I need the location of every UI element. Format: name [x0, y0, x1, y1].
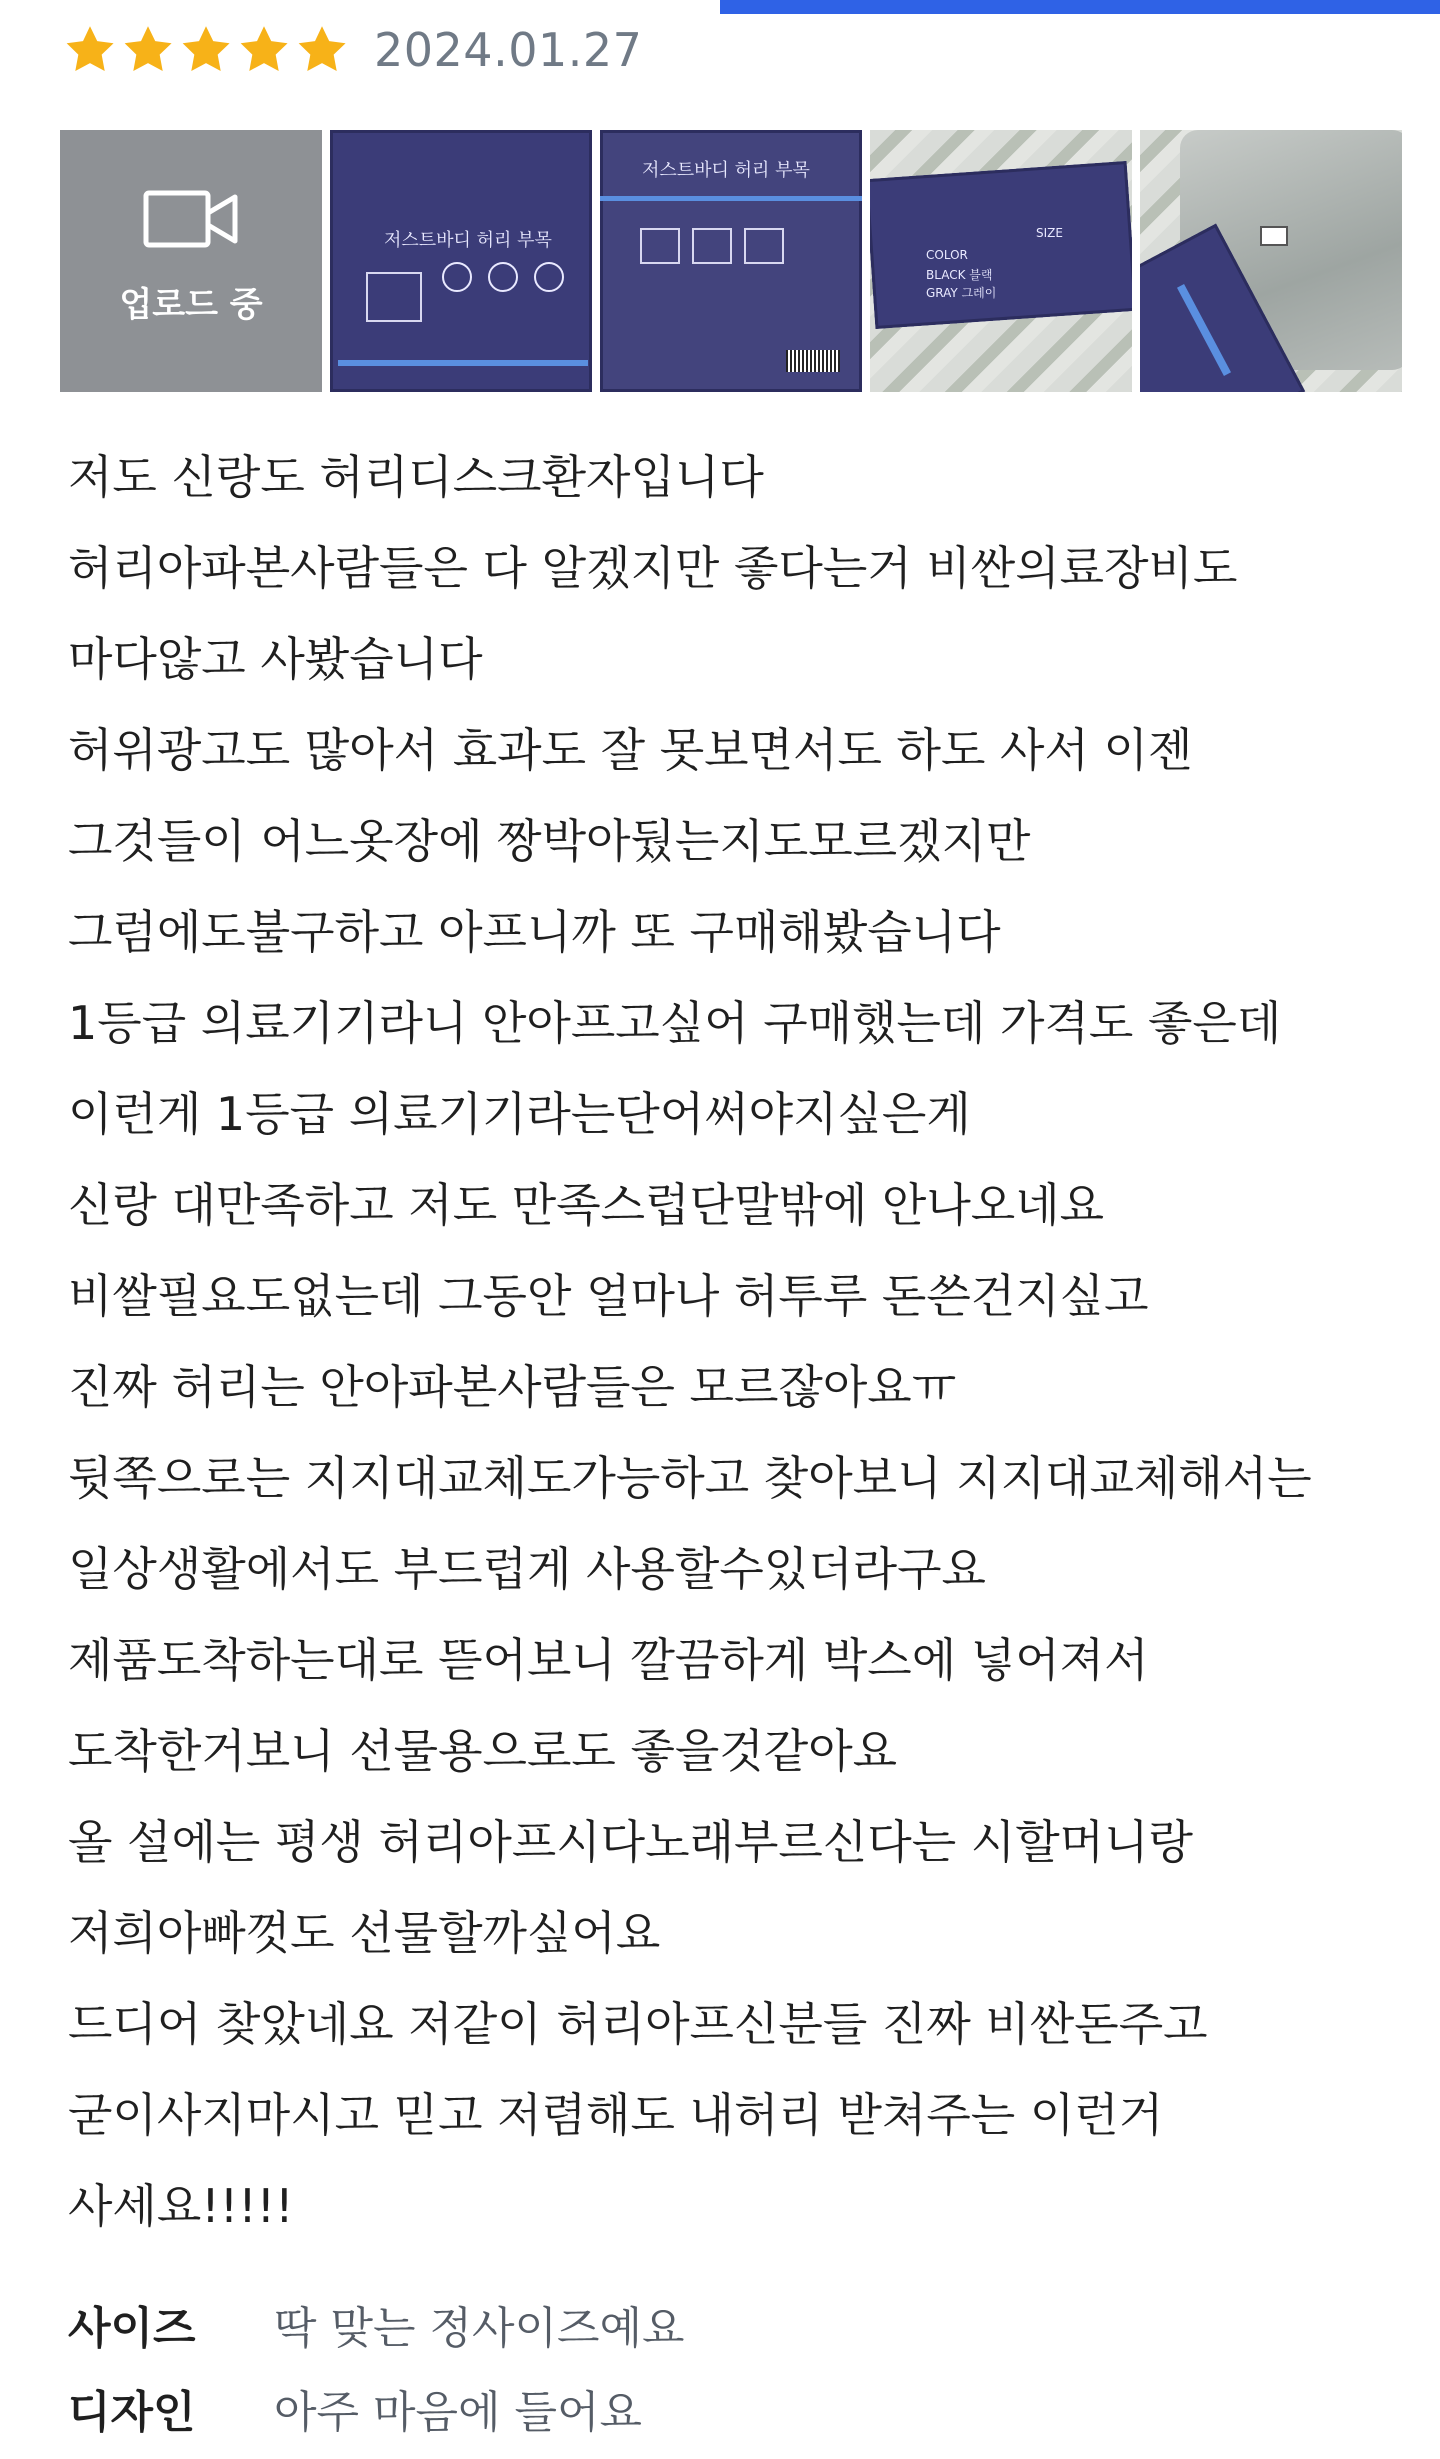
review-text-line: 제품도착하는대로 뜯어보니 깔끔하게 박스에 넣어져서: [68, 1633, 1149, 1687]
review-text-line: 1등급 의료기기라니 안아프고싶어 구매했는데 가격도 좋은데: [68, 996, 1282, 1050]
review-text-line: 도착한거보니 선물용으로도 좋을것같아요: [68, 1724, 898, 1778]
review-text-line: 비쌀필요도없는데 그동안 얼마나 허투루 돈쓴건지싶고: [68, 1269, 1149, 1323]
video-upload-thumbnail[interactable]: [60, 130, 322, 392]
review-text-line: 신랑 대만족하고 저도 만족스럽단말밖에 안나오네요: [68, 1178, 1105, 1232]
review-header: [62, 14, 642, 86]
review-text-line: 굳이사지마시고 믿고 저렴해도 내허리 받쳐주는 이런거: [68, 2088, 1164, 2142]
box-label: 저스트바디 허리 부목: [642, 160, 810, 181]
review-text-line: 허리아파본사람들은 다 알겠지만 좋다는거 비싼의료장비도: [68, 541, 1238, 595]
star-icon: [120, 22, 176, 78]
review-text-line: 올 설에는 평생 허리아프시다노래부르신다는 시할머니랑: [68, 1815, 1193, 1869]
attribute-row-size: [68, 2282, 1388, 2366]
review-text-line: 허위광고도 많아서 효과도 잘 못보면서도 하도 사서 이젠: [68, 723, 1193, 777]
review-attributes: [68, 2282, 1388, 2450]
review-text-line: 마다않고 사봤습니다: [68, 632, 483, 686]
attribute-key: 디자인: [68, 2387, 196, 2438]
box-label: SIZE: [1036, 226, 1063, 240]
star-rating: [62, 22, 350, 78]
attribute-value: 아주 마음에 들어요: [274, 2387, 643, 2438]
box-label: COLOR: [926, 248, 968, 262]
star-icon: [62, 22, 118, 78]
attribute-value: 딱 맞는 정사이즈예요: [274, 2303, 685, 2354]
top-accent-bar: [720, 0, 1440, 14]
review-text-line: 드디어 찾았네요 저같이 허리아프신분들 진짜 비싼돈주고: [68, 1997, 1208, 2051]
review-text-line: 저도 신랑도 허리디스크환자입니다: [68, 450, 764, 504]
star-icon: [236, 22, 292, 78]
review-text-line: 사세요!!!!!: [68, 2179, 294, 2233]
review-media-row: [60, 130, 1402, 392]
attribute-row-design: [68, 2366, 1388, 2450]
review-text-line: 일상생활에서도 부드럽게 사용할수있더라구요: [68, 1542, 986, 1596]
review-text-line: 그럼에도불구하고 아프니까 또 구매해봤습니다: [68, 905, 1001, 959]
review-text-line: 그것들이 어느옷장에 짱박아뒀는지도모르겠지만: [68, 814, 1031, 868]
star-icon: [294, 22, 350, 78]
box-label: 저스트바디 허리 부목: [384, 230, 552, 251]
review-photo-thumbnail[interactable]: [1140, 130, 1402, 392]
star-icon: [178, 22, 234, 78]
review-text-line: 이런게 1등급 의료기기라는단어써야지싶은게: [68, 1087, 971, 1141]
review-text-line: 뒷쪽으로는 지지대교체도가능하고 찾아보니 지지대교체해서는: [68, 1451, 1312, 1505]
upload-status-label: 업로드 중: [119, 284, 263, 325]
review-date: 2024.01.27: [374, 23, 643, 77]
review-text-line: 진짜 허리는 안아파본사람들은 모르잖아요ㅠ: [68, 1360, 957, 1414]
review-photo-thumbnail[interactable]: [600, 130, 862, 392]
review-text-line: 저희아빠껏도 선물할까싶어요: [68, 1906, 661, 1960]
box-label: BLACK 블랙: [926, 268, 993, 282]
review-photo-thumbnail[interactable]: [330, 130, 592, 392]
box-label: GRAY 그레이: [926, 286, 997, 300]
review-content: [68, 432, 1388, 2252]
attribute-key: 사이즈: [68, 2303, 196, 2354]
video-camera-icon: [143, 187, 239, 251]
review-photo-thumbnail[interactable]: [870, 130, 1132, 392]
